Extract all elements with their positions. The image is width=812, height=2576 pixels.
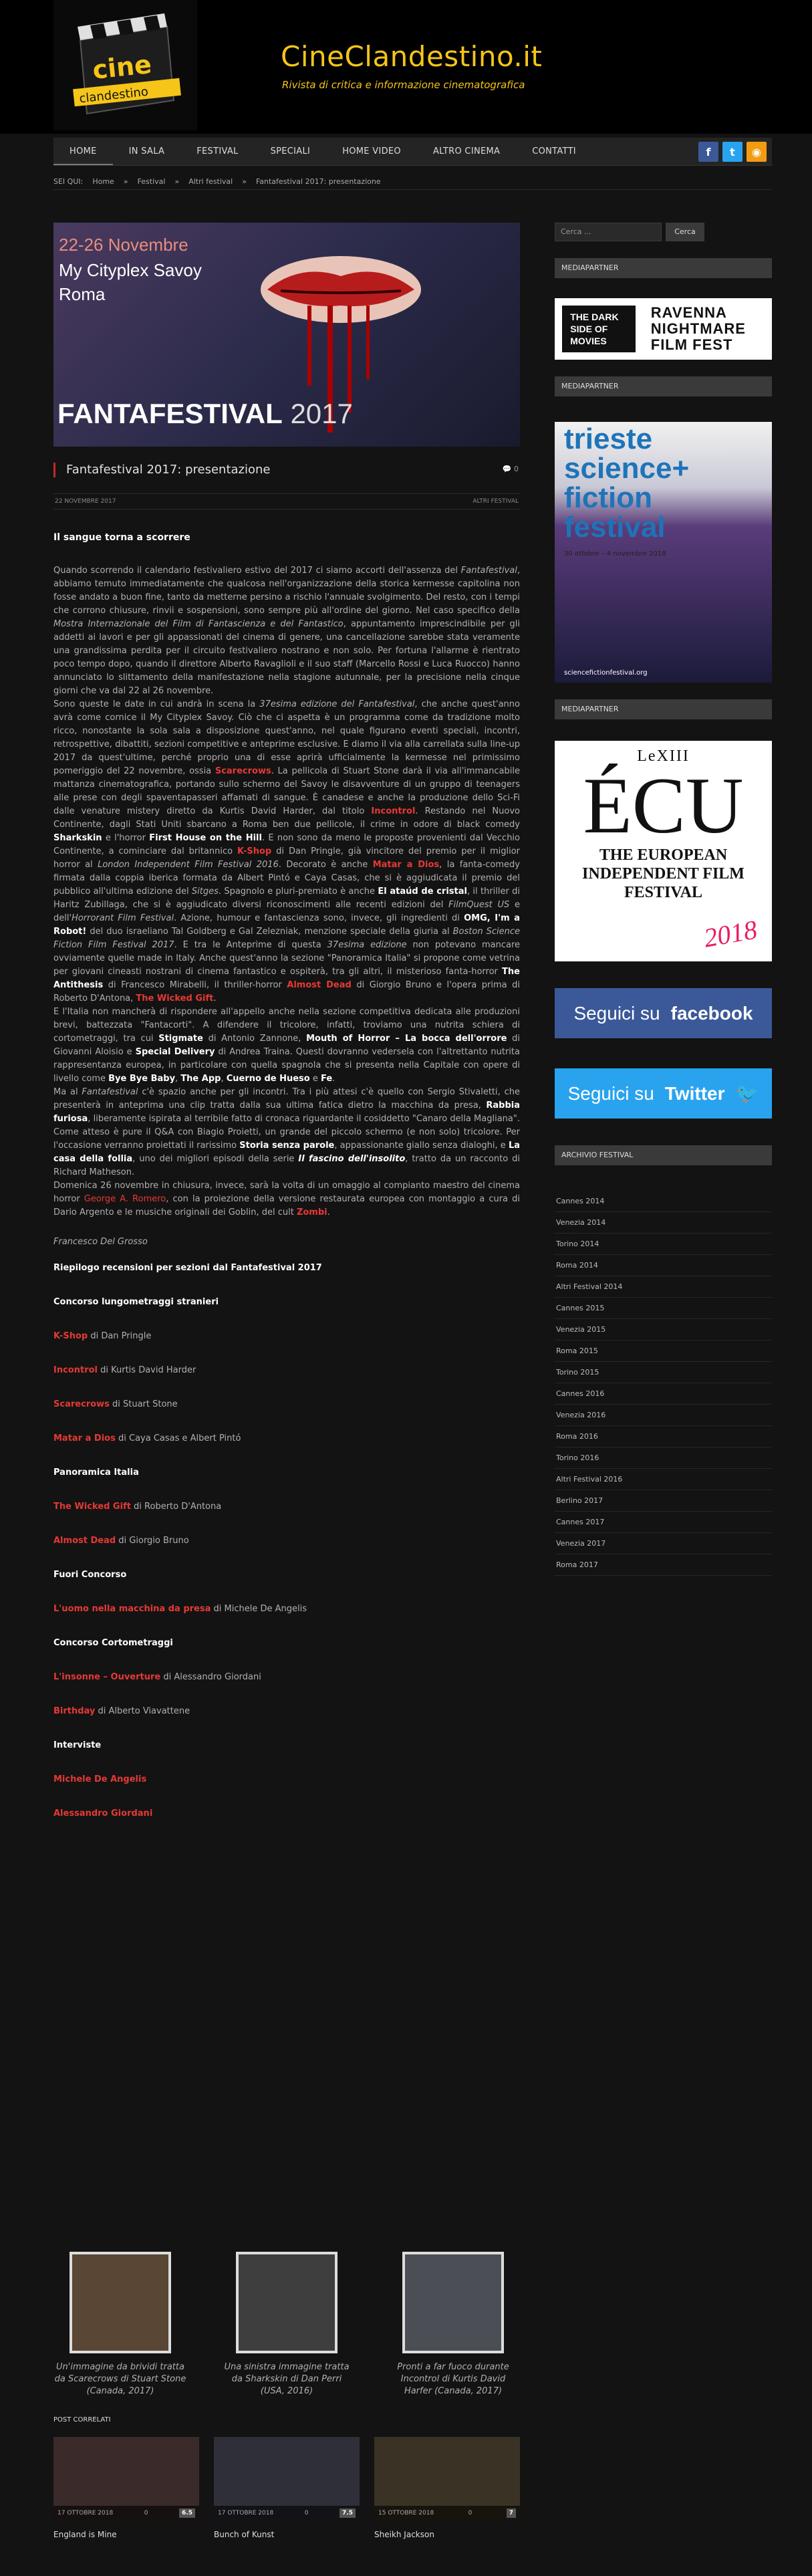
nav-item-festival[interactable]: FESTIVAL (196, 146, 239, 156)
recap-item (53, 1705, 520, 1718)
banner2-subtitle: 30 ottobre – 4 novembre 2018 (564, 550, 666, 558)
recap-section-header: Fuori Concorso (53, 1570, 127, 1580)
banner1-right: RAVENNA NIGHTMARE FILM FEST (650, 304, 746, 353)
svg-text:cine: cine (91, 49, 153, 85)
recap-film-link[interactable]: K-Shop (53, 1331, 88, 1341)
recap-film-link[interactable]: Matar a Dios (53, 1433, 116, 1443)
rss-icon[interactable]: ◉ (747, 142, 767, 162)
archive-link[interactable]: Torino 2014 (555, 1234, 772, 1255)
archive-link[interactable]: Venezia 2016 (555, 1405, 772, 1426)
recap-film-link[interactable]: L'uomo nella macchina da presa (53, 1604, 211, 1614)
related-post-comments: 0 (304, 2510, 309, 2516)
recap-item (53, 1773, 520, 1786)
banner2-url: sciencefictionfestival.org (564, 669, 648, 677)
site-subtitle: Rivista di critica e informazione cinematografica (282, 79, 525, 91)
site-logo[interactable] (53, 0, 197, 130)
site-header (0, 0, 812, 186)
breadcrumb-item: SEI QUI: (53, 177, 84, 186)
related-label: POST CORRELATI (53, 2416, 111, 2424)
recap-section (53, 1262, 520, 1821)
related-post-date: 17 OTTOBRE 2018 (218, 2510, 274, 2516)
archive-link[interactable]: Cannes 2015 (555, 1298, 772, 1319)
related-post-title[interactable]: England is Mine (53, 2530, 117, 2539)
archive-link[interactable]: Roma 2014 (555, 1255, 772, 1276)
ecu-banner[interactable] (555, 741, 772, 961)
post-category[interactable]: ALTRI FESTIVAL (472, 498, 519, 505)
recap-item (53, 1671, 520, 1684)
sidebar (555, 223, 772, 1576)
related-post-meta (53, 2506, 199, 2521)
gallery-item (53, 2252, 187, 2397)
nav-item-home[interactable]: HOME (53, 138, 113, 165)
follow-tw-label: Twitter (664, 1082, 725, 1104)
recap-item (53, 1364, 520, 1377)
recap-item (53, 1534, 520, 1548)
related-post-image[interactable] (53, 2437, 199, 2521)
follow-fb-label: facebook (670, 1002, 753, 1024)
follow-tw-pre: Seguici su (567, 1082, 654, 1104)
hero-festival-year: 2017 (290, 398, 353, 429)
breadcrumb-separator: » (123, 177, 128, 186)
recap-film-director: di Giorgio Bruno (116, 1536, 189, 1546)
hero-festival-name: FANTAFESTIVAL 2017 (57, 398, 353, 429)
search-form (555, 223, 772, 241)
banner3-top: LeXIII (637, 747, 690, 765)
related-post-meta (214, 2506, 360, 2521)
gallery-caption: Pronti a far fuoco durante Incontrol di Kurtis David Harfer (Canada, 2017) (397, 2362, 509, 2396)
recap-section-header: Concorso Cortometraggi (53, 1638, 173, 1648)
post-date: 22 NOVEMBRE 2017 (55, 498, 116, 505)
recap-film-link[interactable]: L'insonne – Ouverture (53, 1672, 161, 1682)
recap-item (53, 1330, 520, 1343)
recap-film-link[interactable]: Scarecrows (53, 1399, 110, 1409)
recap-film-link[interactable]: Incontrol (53, 1365, 98, 1375)
recap-film-link[interactable]: Almost Dead (53, 1536, 116, 1546)
gallery-image[interactable] (402, 2252, 504, 2353)
site-title[interactable]: CineClandestino.it (281, 40, 543, 73)
recap-section-header: Concorso lungometraggi stranieri (53, 1297, 219, 1307)
recap-film-director: di Alessandro Giordani (160, 1672, 261, 1682)
recap-film-link[interactable]: Birthday (53, 1706, 96, 1716)
banner3-year: 2018 (701, 914, 760, 953)
comments-count[interactable]: 💬 0 (502, 465, 519, 473)
main-content (53, 223, 520, 1841)
gallery-item (220, 2252, 354, 2397)
related-post-rating-badge: 7.5 (340, 2508, 356, 2518)
recap-item (53, 1603, 520, 1616)
main-nav (53, 138, 772, 166)
recap-item (53, 1500, 520, 1514)
ravenna-banner[interactable] (555, 298, 772, 360)
archive-link[interactable]: Roma 2016 (555, 1426, 772, 1447)
archive-link[interactable]: Venezia 2014 (555, 1212, 772, 1234)
social-links (698, 142, 767, 162)
nav-item-home-video[interactable]: HOME VIDEO (342, 146, 401, 156)
breadcrumb-separator: » (174, 177, 180, 186)
related-posts (53, 2416, 520, 2539)
archive-link[interactable]: Venezia 2015 (555, 1319, 772, 1340)
related-post-image[interactable] (374, 2437, 520, 2521)
post-body: Quando scorrendo il calendario festivaliero estivo del 2017 ci siamo accorti dell'assenza del Fantafestival, abbiamo temuto immediatamente che qualcosa nell'organizzazione della storica kermesse capitolina non fosse andato a buon fine, tanto da metterne persino a rischio l'annuale svolgimento. Del resto, con i tempi che corrono chiusure, rinvii e sospensioni, sono sempre più all'ordine del giorno. Nel caso specifico della Mostra Internazionale del Film di Fantascienza e del Fantastico, appuntamento imprescindibile per gli addetti ai lavori e per gli appassionati del cinema di genere, una cancellazione sarebbe stata veramente una grandissima perdita per il circuito festivaliero nostrano e non solo. Per fortuna l'allarme è rientrato poco tempo dopo, quando il direttore Alberto Ravaglioli e il suo staff (Marcello Rossi e Luca Ruocco) hanno annunciato lo slittamento della manifestazione nella stagione autunnale, per la precisione nella cinque giorni che va dal 22 al 26 novembre. Sono queste le date in cui andrà in scena la 37esima edizione del Fantafestival, che anche quest'anno avrà come cornice il My Cityplex Savoy. Ciò che ci aspetta è un programma come da tradizione molto ricco, nonostante la sola sala a disposizione quest'anno, nel quale figurano eventi speciali, incontri, retrospettive, dibattiti, sezioni competitive e anteprime esclusive. E diamo il via alla carrellata sulla line-up 2017 da quest'ultime, perché proprio una di esse aprirà ufficialmente la kermesse nel primissimo pomeriggio del 22 novembre, ossia Scarecrows. La pellicola di Stuart Stone darà il via all'immancabile mattanza cinematografica, portando sullo schermo del Savoy le disavventure di un gruppo di teenagers alle prese con degli spaventapasseri affamati di sangue. È canadese e anche la produzione dello Sci-Fi dalle venature mistery diretto da Kurtis David Harder, dal titolo Incontrol. Restando nel Nuovo Continente, dagli Stati Uniti sbarcano a Roma ben due pellicole, il crime in odore di black comedy Sharkskin e l'horror First House on the Hill. E non sono da meno le proposte provenienti dal Vecchio Continente, a cominciare dal britannico K-Shop di Dan Pringle, già vincitore del premio per il miglior horror al London Independent Film Festival 2016. Decorato è anche Matar a Dios, la fanta-comedy firmata dalla coppia iberica formata da Albert Pintó e Caya Casas, che si è aggiudicata il premio del pubblico all'ultima edizione del Sitges. Spagnolo e pluri-premiato è anche El ataúd de cristal, il thriller di Haritz Zubillaga, che si è aggiudicato diversi riconoscimenti alle recenti edizioni del FilmQuest US e dell'Horrorant Film Festival. Azione, humour e fantascienza sono, invece, gli ingredienti di OMG, I'm a Robot! del duo israeliano Tal Goldberg e Gal Zelezniak, menzione speciale della giuria al Boston Science Fiction Film Festival 2017. E tra le Anteprime di questa 37esima edizione non potevano mancare ovviamente quelle made in Italy. Anche quest'anno la sezione "Panoramica Italia" si propone come vetrina per giovani cineasti nostrani di cinema fantastico e ospiterà, tra gli altri, il misterioso fanta-horror The Antithesis di Francesco Mirabelli, il thriller-horror Almost Dead di Giorgio Bruno e l'opera prima di Roberto D'Antona, The Wicked Gift. E l'Italia non mancherà di rispondere all'appello anche nella sezione competitiva dedicata alle produzioni brevi, battezzata "Fantacorti". A difendere il tricolore, infatti, troviamo una nutrita schiera di cortometraggi, tra cui Stigmate di Antonio Zannone, Mouth of Horror – La bocca dell'orrore di Giovanni Aloisio e Special Delivery di Andrea Traina. Questi dovranno vedersela con l'altrettanto nutrita rappresentanza europea, in particolare con quella spagnola che si presenta nella Capitale con opere di livello come Bye Bye Baby, The App, Cuerno de Hueso e Fe. Ma al Fantafestival c'è spazio anche per gli incontri. Tra i più attesi c'è quello con Sergio Stivaletti, che presenterà in anteprima una clip tratta dalla sua ultima fatica dietro la macchina da presa, Rabbia furiosa, liberamente ispirata al terribile fatto di cronaca riguardante il cosiddetto "Canaro della Magliana". Come atteso è pure il Q&A con Biagio Proietti, un grande del piccolo schermo (e non solo) tricolore. Per l'occasione verranno proiettati il rarissimo Storia senza parole, appassionante giallo senza dialoghi, e La casa della follia, uno dei migliori episodi della serie Il fascino dell'insolito, tratto da un racconto di Richard Matheson. Domenica 26 novembre in chiusura, invece, sarà la volta di un omaggio al compianto maestro del cinema horror George A. Romero, con la proiezione della versione restaurata europea con montaggio a cura di Dario Argento e le musiche originali dei Goblin, del cult Zombi. (53, 566, 521, 1217)
clapperboard-logo-icon (53, 0, 197, 130)
recap-film-director: di Dan Pringle (88, 1331, 152, 1341)
archive-link[interactable]: Cannes 2014 (555, 1191, 772, 1212)
recap-film-director: di Michele De Angelis (211, 1604, 307, 1614)
gallery (53, 2252, 520, 2397)
related-post-meta (374, 2506, 520, 2521)
nav-item-in-sala[interactable]: IN SALA (128, 146, 165, 156)
trieste-banner[interactable] (555, 422, 772, 683)
follow-twitter-button[interactable] (555, 1068, 772, 1119)
breadcrumb (53, 174, 772, 190)
hero-city: Roma (59, 284, 106, 304)
gallery-image[interactable] (236, 2252, 337, 2353)
recap-film-director: di Caya Casas e Albert Pintó (115, 1433, 241, 1443)
related-post-title[interactable]: Sheikh Jackson (374, 2530, 434, 2539)
search-input[interactable]: Cerca ... (555, 223, 662, 241)
post-subheading: Il sangue torna a scorrere (53, 532, 190, 543)
widget-title-mediapartner-2: MEDIAPARTNER (555, 376, 772, 396)
widget-title-mediapartner: MEDIAPARTNER (555, 258, 772, 278)
nav-item-altro-cinema[interactable]: ALTRO CINEMA (432, 146, 501, 156)
recap-film-director: di Alberto Viavattene (95, 1706, 190, 1716)
banner3-ecu: ÉCU (583, 761, 744, 850)
archive-list (555, 1191, 772, 1576)
breadcrumb-separator: » (242, 177, 247, 186)
hero-date: 22-26 Novembre (59, 235, 188, 255)
post-title-text: Fantafestival 2017: presentazione (66, 463, 271, 477)
archive-link[interactable]: Venezia 2017 (555, 1533, 772, 1554)
related-post-comments: 0 (144, 2510, 148, 2516)
gallery-caption: Un'immagine da brividi tratta da Scarecrows di Stuart Stone (Canada, 2017) (54, 2362, 186, 2396)
post-title (53, 463, 520, 477)
gallery-item (386, 2252, 520, 2397)
archive-link[interactable]: Roma 2017 (555, 1554, 772, 1576)
breadcrumb-item[interactable]: Altri festival (188, 177, 233, 186)
widget-title-mediapartner-3: MEDIAPARTNER (555, 699, 772, 719)
recap-item (53, 1807, 520, 1821)
follow-fb-pre: Seguici su (573, 1002, 660, 1024)
nav-item-speciali[interactable]: SPECIALI (270, 146, 311, 156)
related-post-date: 15 OTTOBRE 2018 (378, 2510, 434, 2516)
twitter-bird-icon: 🐦 (735, 1083, 759, 1104)
hero-venue: My Cityplex Savoy (59, 260, 202, 280)
related-post-comments: 0 (468, 2510, 472, 2516)
recap-item (53, 1398, 520, 1411)
gallery-caption: Una sinistra immagine tratta da Sharkskin di Dan Perri (USA, 2016) (224, 2362, 350, 2396)
related-post-rating-badge: 6.5 (179, 2508, 195, 2518)
related-post[interactable] (53, 2437, 199, 2539)
nav-item-contatti[interactable]: CONTATTI (532, 146, 576, 156)
banner3-text: THE EUROPEAN INDEPENDENT FILM FESTIVAL (582, 846, 745, 901)
breadcrumb-item[interactable]: Home (92, 177, 114, 186)
recap-film-link[interactable]: The Wicked Gift (53, 1502, 131, 1512)
recap-film-director: di Roberto D'Antona (130, 1502, 222, 1512)
related-post-date: 17 OTTOBRE 2018 (57, 2510, 114, 2516)
recap-film-director: di Stuart Stone (109, 1399, 178, 1409)
hero-banner (53, 223, 520, 447)
recap-film-link[interactable]: Alessandro Giordani (53, 1808, 153, 1819)
follow-facebook-button[interactable] (555, 988, 772, 1038)
recap-section-header: Interviste (53, 1740, 102, 1750)
archive-link[interactable]: Roma 2015 (555, 1340, 772, 1362)
archive-link[interactable]: Torino 2015 (555, 1362, 772, 1383)
related-post-title[interactable]: Bunch of Kunst (214, 2530, 275, 2539)
related-post-rating-badge: 7 (507, 2508, 516, 2518)
post-author: Francesco Del Grosso (53, 1237, 148, 1247)
breadcrumb-item: Fantafestival 2017: presentazione (255, 177, 381, 186)
recap-item (53, 1432, 520, 1445)
twitter-icon[interactable]: t (722, 142, 742, 162)
archive-link[interactable]: Altri Festival 2014 (555, 1276, 772, 1298)
banner1-left: THE DARK SIDE OF MOVIES (562, 306, 636, 352)
archive-link[interactable]: Torino 2016 (555, 1447, 772, 1469)
svg-text:clandestino: clandestino (78, 84, 149, 106)
related-post[interactable] (214, 2437, 360, 2539)
post-meta (53, 493, 520, 509)
breadcrumb-item[interactable]: Festival (137, 177, 166, 186)
archive-link[interactable]: Altri Festival 2016 (555, 1469, 772, 1490)
related-post[interactable] (374, 2437, 520, 2539)
related-post-image[interactable] (214, 2437, 360, 2521)
archive-link[interactable]: Berlino 2017 (555, 1490, 772, 1512)
recap-film-director: di Kurtis David Harder (98, 1365, 196, 1375)
search-button[interactable]: Cerca (666, 223, 704, 241)
banner2-title: trieste science+ fiction festival (564, 423, 690, 544)
recap-film-link[interactable]: Michele De Angelis (53, 1774, 147, 1784)
recap-title: Riepilogo recensioni per sezioni dal Fantafestival 2017 (53, 1263, 322, 1273)
archive-link[interactable]: Cannes 2016 (555, 1383, 772, 1405)
recap-section-header: Panoramica Italia (53, 1468, 139, 1478)
facebook-icon[interactable]: f (698, 142, 718, 162)
gallery-image[interactable] (70, 2252, 171, 2353)
archive-link[interactable]: Cannes 2017 (555, 1512, 772, 1533)
widget-title-archive: ARCHIVIO FESTIVAL (555, 1145, 772, 1165)
